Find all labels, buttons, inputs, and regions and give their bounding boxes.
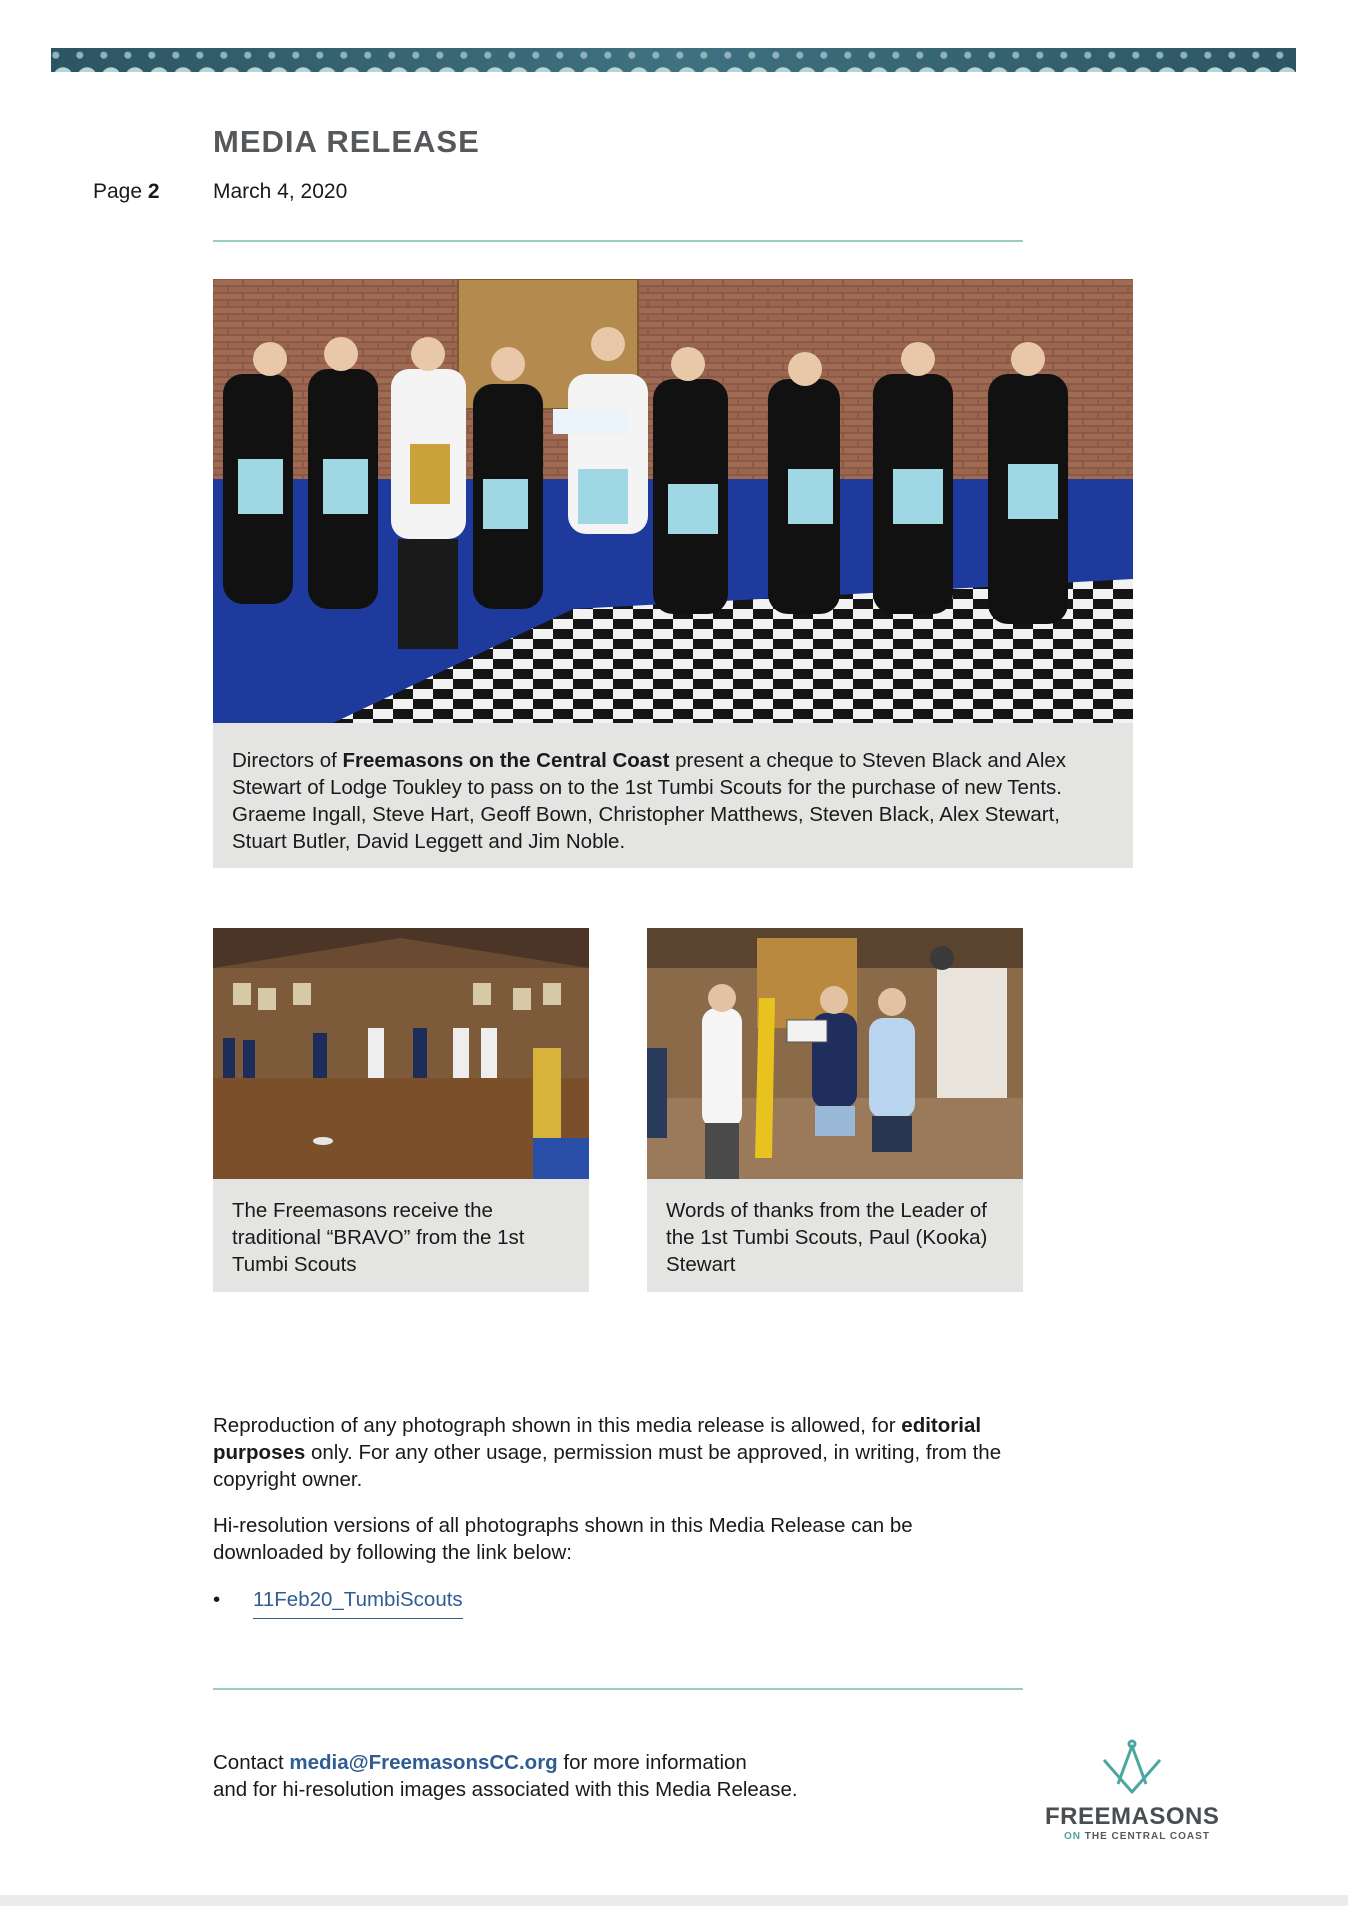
scouts-bravo-photo-image [213, 928, 589, 1179]
page-number-label: Page 2 [93, 180, 160, 203]
scouts-bravo-photo [213, 928, 589, 1179]
contact-line-2: and for hi-resolution images associated with this Media Release. [213, 1778, 798, 1801]
main-group-photo-image [213, 279, 1133, 723]
page-number: 2 [147, 180, 160, 203]
leader-thanks-photo [647, 928, 1023, 1179]
bottom-divider [213, 1688, 1023, 1690]
download-link[interactable]: 11Feb20_TumbiScouts [253, 1588, 463, 1619]
top-divider [213, 240, 1023, 242]
page-title: MEDIA RELEASE [213, 124, 480, 159]
contact-email-link[interactable]: media@FreemasonsCC.org [289, 1751, 558, 1774]
download-notice: Hi-resolution versions of all photographs shown in this Media Release can be downloaded by following the link below: [213, 1514, 913, 1564]
organisation-name: Freemasons on the Central Coast [342, 749, 670, 772]
leader-thanks-caption: Words of thanks from the Leader of the 1st Tumbi Scouts, Paul (Kooka) Stewart [647, 1179, 1023, 1292]
contact-info [213, 1749, 798, 1803]
scouts-bravo-caption: The Freemasons receive the traditional “BRAVO” from the 1st Tumbi Scouts [213, 1179, 589, 1292]
square-and-compass-icon [1040, 1738, 1230, 1800]
logo-title: FREEMASONS [1045, 1803, 1220, 1830]
logo-subtitle: ON THE CENTRAL COAST [1064, 1831, 1210, 1842]
editorial-purposes-text: editorial purposes [213, 1414, 982, 1464]
leader-thanks-photo-image [647, 928, 1023, 1179]
contact-line-1: Contact media@FreemasonsCC.org for more information [213, 1751, 747, 1774]
main-photo-caption: Directors of Freemasons on the Central Coast present a cheque to Steven Black and Alex Stewart of Lodge Toukley to pass on to the 1st Tumbi Scouts for the purchase of new Tents. Graeme Ingall, Steve Hart, Geoff Bown, Christopher Matthews, Steven Black, Alex Stewart, Stuart Butler, David Leggett and Jim Noble. [213, 723, 1133, 868]
decorative-wave-banner [51, 48, 1296, 72]
main-group-photo [213, 279, 1133, 723]
reproduction-notice: Reproduction of any photograph shown in this media release is allowed, for editorial purposes only. For any other usage, permission must be approved, in writing, from the copyright owner. [213, 1414, 1002, 1491]
bullet-marker: • [213, 1588, 221, 1611]
release-date: March 4, 2020 [213, 180, 348, 203]
